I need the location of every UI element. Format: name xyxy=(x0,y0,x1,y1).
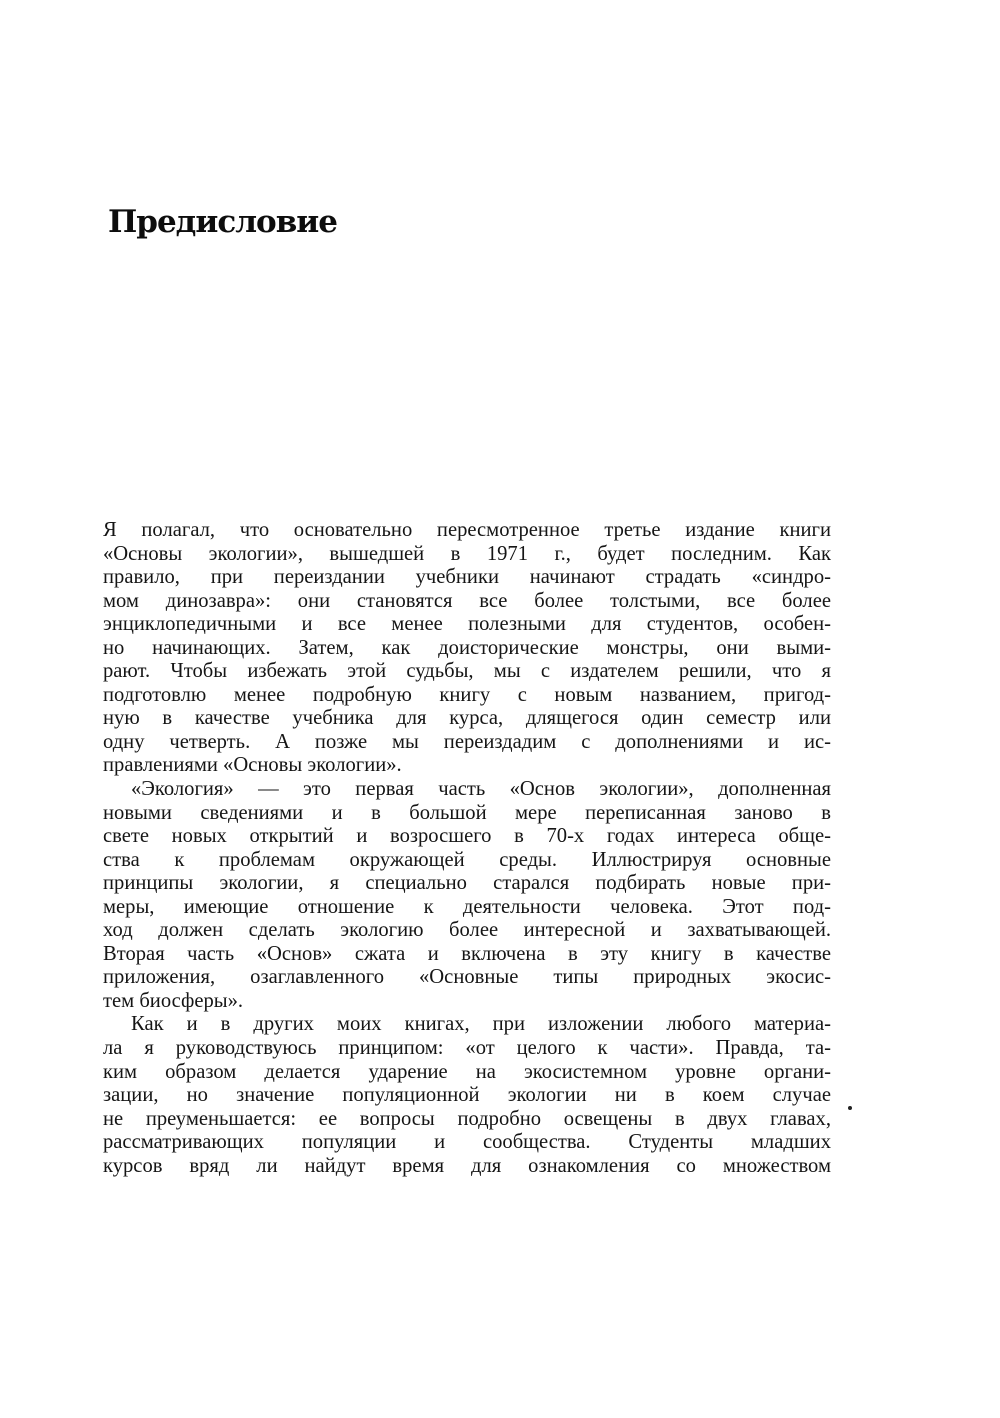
text-line: рают. Чтобы избежать этой судьбы, мы с издателем решили, что я xyxy=(103,660,831,683)
page-title: Предисловие xyxy=(108,204,337,240)
text-line: ную в качестве учебника для курса, длящегося один семестр или xyxy=(103,707,831,730)
text-line: ким образом делается ударение на экосистемном уровне органи- xyxy=(103,1060,831,1083)
text-line: ства к проблемам окружающей среды. Иллюстрируя основные xyxy=(103,848,831,871)
text-line: Я полагал, что основательно пересмотренное третье издание книги xyxy=(103,519,831,541)
text-line: Как и в других моих книгах, при изложении любого материа- xyxy=(131,1013,831,1036)
text-line: ход должен сделать экологию более интересной и захватывающей. xyxy=(103,919,831,942)
paragraph-1 xyxy=(103,519,831,778)
text-line: правило, при переиздании учебники начинают страдать «синдро- xyxy=(103,566,831,589)
paragraph-2 xyxy=(103,778,831,1013)
text-line: подготовлю менее подробную книгу с новым названием, пригод- xyxy=(103,683,831,706)
text-line: правлениями «Основы экологии». xyxy=(103,754,402,777)
text-line: рассматривающих популяции и сообщества. Студенты младших xyxy=(103,1131,831,1154)
text-line: курсов вряд ли найдут время для ознакомления со множеством xyxy=(103,1154,831,1177)
text-line: мом динозавра»: они становятся все более толстыми, все более xyxy=(103,589,831,612)
text-line: зации, но значение популяционной экологии ни в коем случае xyxy=(103,1084,831,1107)
text-line: меры, имеющие отношение к деятельности человека. Этот под- xyxy=(103,895,831,918)
text-line: приложения, озаглавленного «Основные типы природных экосис- xyxy=(103,966,831,989)
text-line: ла я руководствуюсь принципом: «от целого к части». Правда, та- xyxy=(103,1037,831,1060)
text-line: не преуменьшается: ее вопросы подробно освещены в двух главах, xyxy=(103,1107,831,1130)
text-line: но начинающих. Затем, как доисторические монстры, они выми- xyxy=(103,636,831,659)
text-line: «Основы экологии», вышедшей в 1971 г., будет последним. Как xyxy=(103,542,831,565)
text-line: свете новых открытий и возросшего в 70-х годах интереса обще- xyxy=(103,825,831,848)
text-line: одну четверть. А позже мы переиздадим с дополнениями и ис- xyxy=(103,730,831,753)
print-speck xyxy=(848,1106,852,1110)
text-line: тем биосферы». xyxy=(103,989,244,1012)
preface-text xyxy=(103,519,831,1178)
text-line: «Экология» — это первая часть «Основ экологии», дополненная xyxy=(131,778,831,801)
text-line: энциклопедичными и все менее полезными для студентов, особен- xyxy=(103,613,831,636)
text-line: принципы экологии, я специально старался подбирать новые при- xyxy=(103,872,831,895)
paragraph-3 xyxy=(103,1013,831,1178)
text-line: новыми сведениями и в большой мере переписанная заново в xyxy=(103,801,831,824)
text-line: Вторая часть «Основ» сжата и включена в эту книгу в качестве xyxy=(103,942,831,965)
